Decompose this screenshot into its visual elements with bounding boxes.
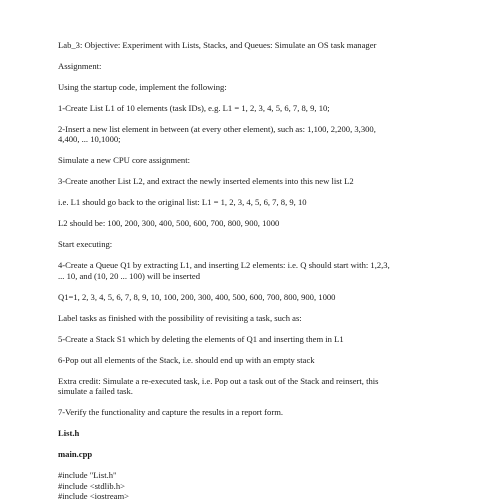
code-line: #include "List.h" (58, 470, 117, 481)
code-line: #include <iostream> (58, 491, 130, 501)
step-3-l1-note: i.e. L1 should go back to the original list: L1 = 1, 2, 3, 4, 5, 6, 7, 8, 9, 10 (58, 197, 307, 208)
step-4: 4-Create a Queue Q1 by extracting L1, and inserting L2 elements: i.e. Q should start with: 1,2,3, ... 10, and (10, 20 ... 100) will be inserted (58, 260, 390, 281)
start-executing-heading: Start executing: (58, 239, 113, 250)
assignment-heading: Assignment: (58, 61, 102, 71)
step-7: 7-Verify the functionality and capture the results in a report form. (58, 407, 284, 418)
code-line: #include <stdlib.h> (58, 480, 125, 491)
list-h-heading: List.h (58, 428, 80, 439)
step-5: 5-Create a Stack S1 which by deleting the elements of Q1 and inserting them in L1 (58, 333, 344, 344)
code-block (58, 470, 435, 501)
step-3: 3-Create another List L2, and extract the newly inserted elements into this new list L2 (58, 176, 354, 187)
step-4-q1-values: Q1=1, 2, 3, 4, 5, 6, 7, 8, 9, 10, 100, 200, 300, 400, 500, 600, 700, 800, 900, 1000 (58, 291, 336, 302)
step-3-l2-note: L2 should be: 100, 200, 300, 400, 500, 600, 700, 800, 900, 1000 (58, 218, 280, 229)
step-6: 6-Pop out all elements of the Stack, i.e. should end up with an empty stack (58, 354, 315, 365)
objective-line: Lab_3: Objective: Experiment with Lists, Stacks, and Queues: Simulate an OS task manager (58, 40, 377, 50)
cpu-core-heading: Simulate a new CPU core assignment: (58, 155, 190, 166)
step-2: 2-Insert a new list element in between (at every other element), such as: 1,100, 2,200, 3,300, 4,400, ... 10,1000; (58, 124, 376, 145)
startup-instruction: Using the startup code, implement the following: (58, 82, 227, 92)
step-1: 1-Create List L1 of 10 elements (task IDs), e.g. L1 = 1, 2, 3, 4, 5, 6, 7, 8, 9, 10; (58, 103, 330, 113)
label-tasks-heading: Label tasks as finished with the possibility of revisiting a task, such as: (58, 312, 302, 323)
main-cpp-heading: main.cpp (58, 449, 93, 460)
extra-credit: Extra credit: Simulate a re-executed task, i.e. Pop out a task out of the Stack and reinsert, this simulate a failed task. (58, 375, 379, 397)
